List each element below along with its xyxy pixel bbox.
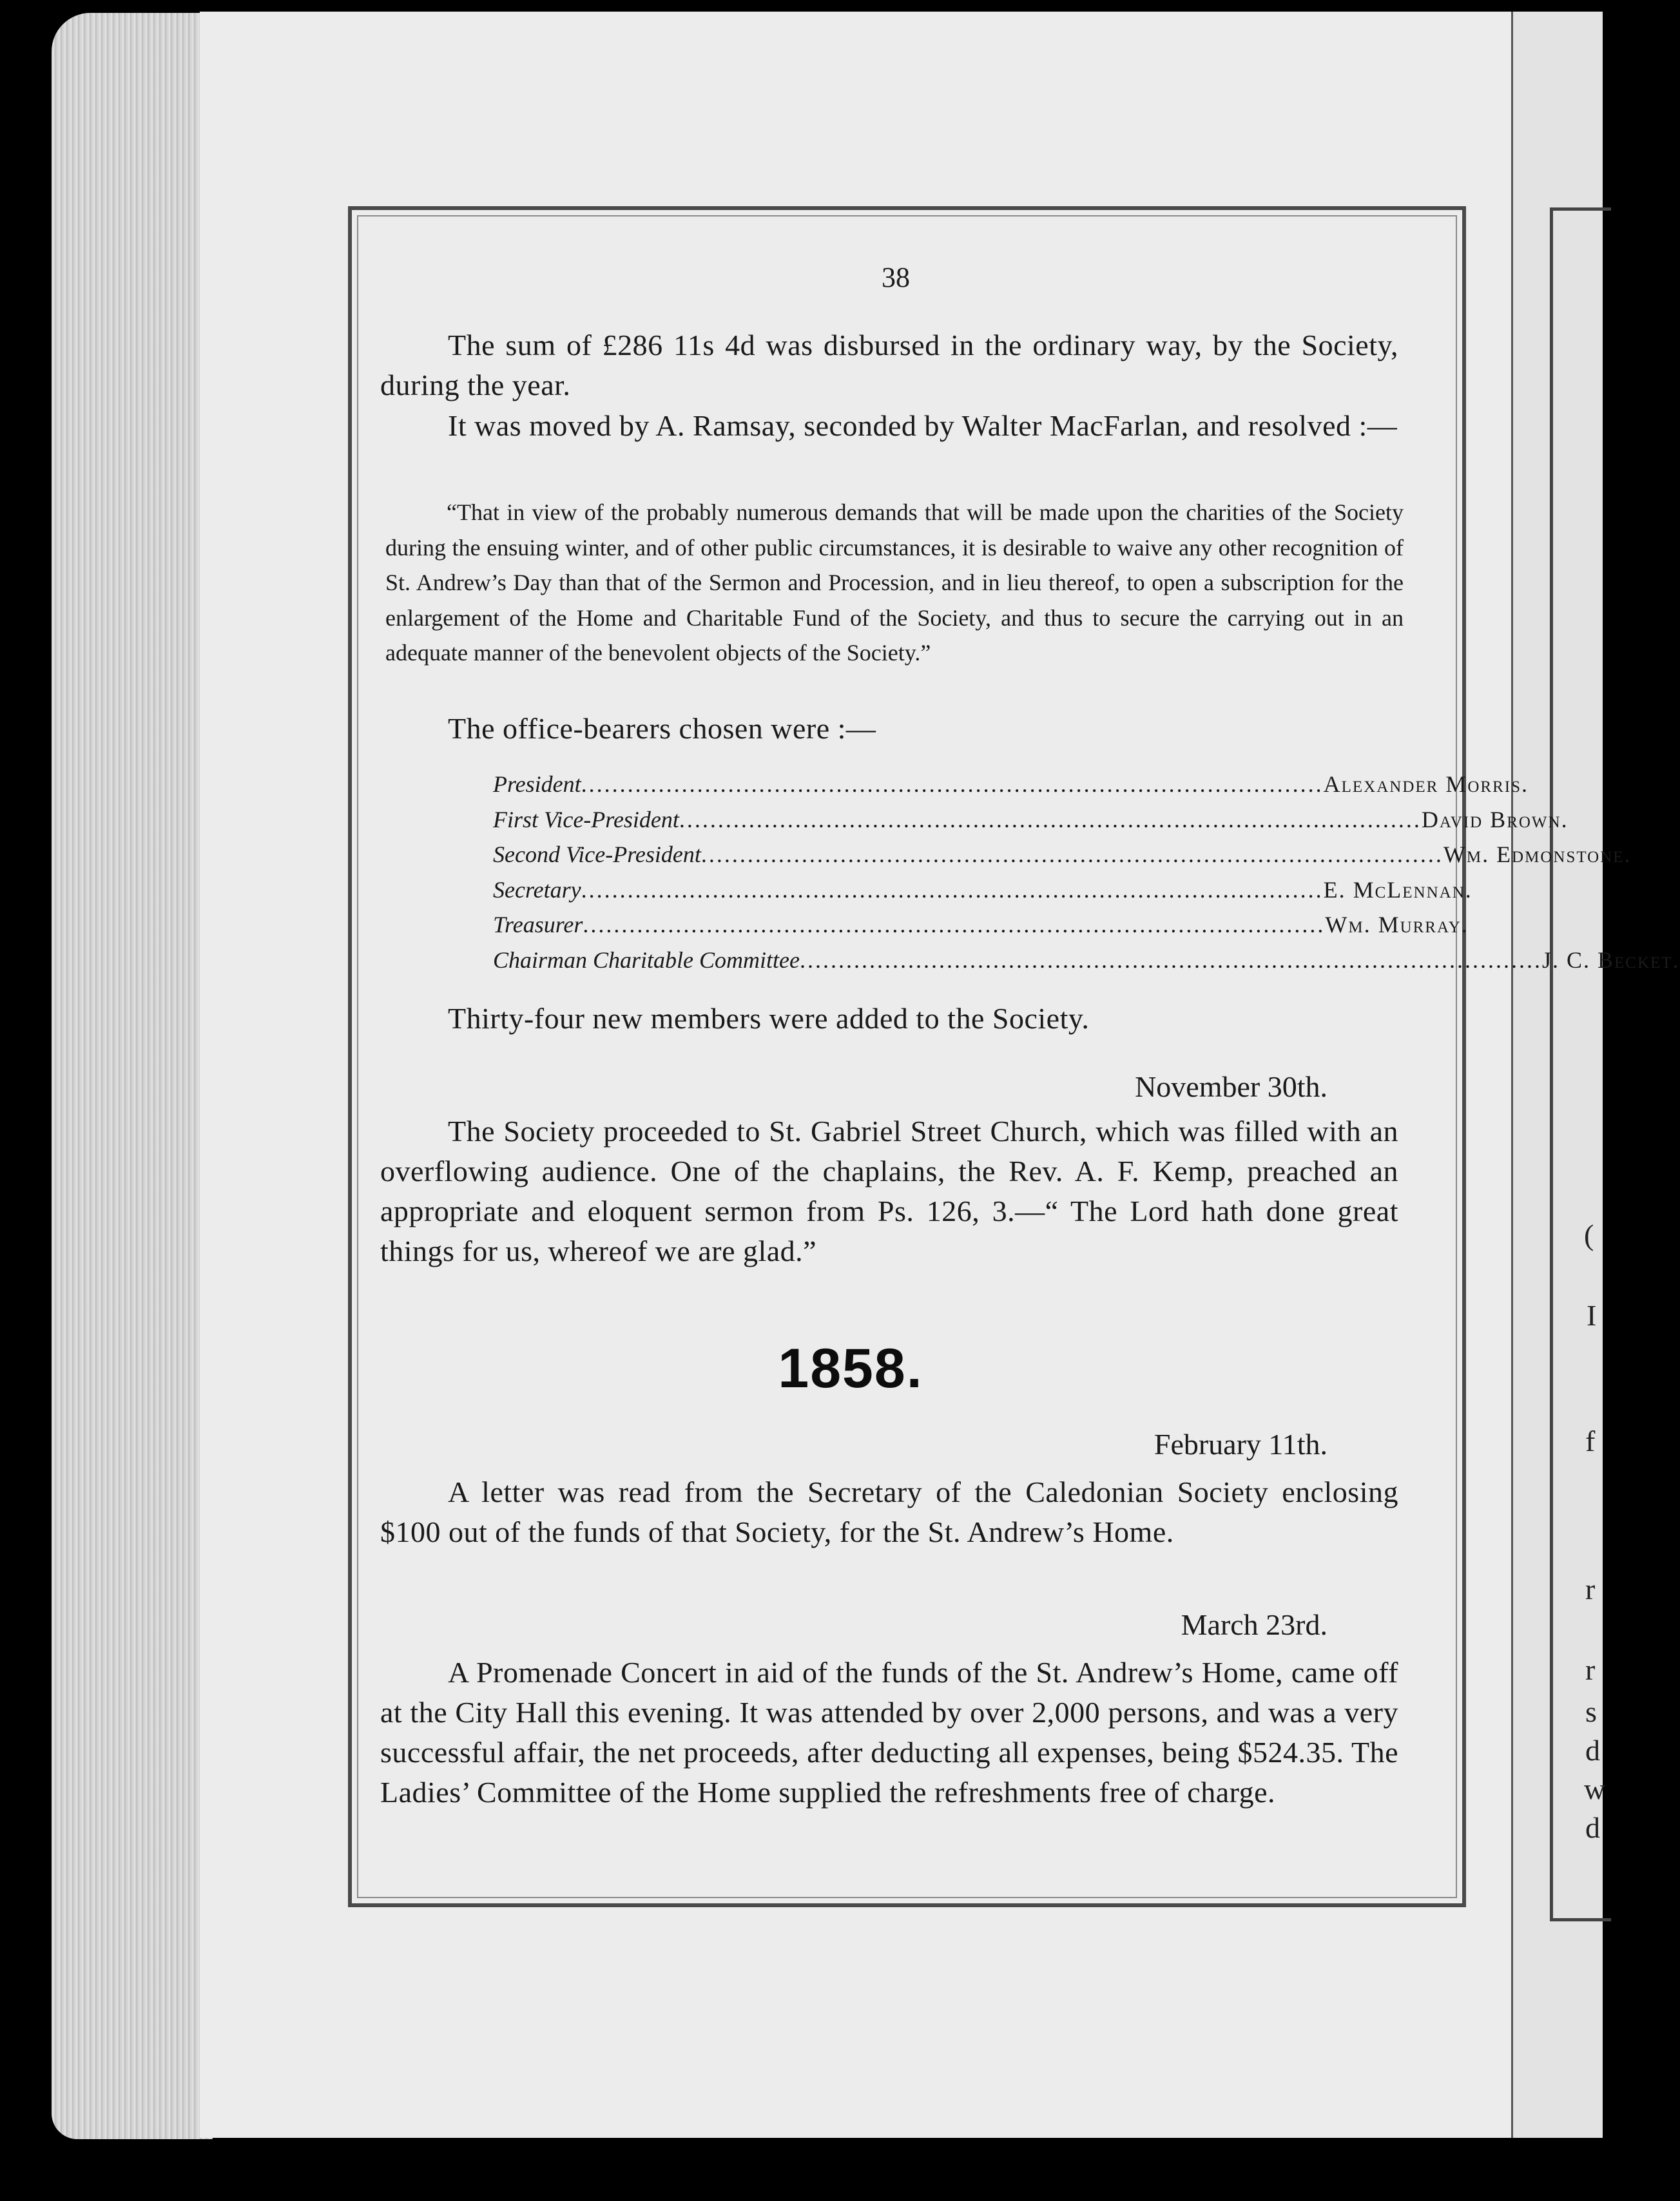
officer-title: Secretary [493, 876, 581, 903]
page-border [348, 206, 1469, 1907]
adjacent-page-fragment: r [1585, 1653, 1596, 1686]
adjacent-page-fragment: w [1584, 1773, 1606, 1805]
leader-dots [701, 837, 1443, 872]
leader-dots [679, 802, 1422, 838]
adjacent-page-fragment: r [1585, 1573, 1596, 1606]
officer-name: Alexander Morris. [1323, 771, 1529, 797]
paragraph-motion: It was moved by A. Ramsay, seconded by Walter MacFarlan, and resolved :— [448, 409, 1398, 442]
officer-title: President [493, 771, 581, 797]
officer-row [493, 872, 1472, 908]
page-number: 38 [882, 262, 910, 293]
paragraph-office-bearers: The office-bearers chosen were :— [448, 712, 876, 745]
year-heading: 1858. [778, 1338, 923, 1399]
officer-row [493, 943, 1680, 978]
adjacent-page-fragment: ( [1584, 1218, 1594, 1251]
paragraph-sermon: The Society proceeded to St. Gabriel Street Church, which was filled with an overflowing audience. One of the chaplains, the Rev. A. F. Kemp, preached an appropriate and eloquent sermon from Ps. 126, 3.—“ The Lord hath done great things for us, whereof we are glad.” [380, 1115, 1398, 1267]
officer-title: Second Vice-President [493, 841, 701, 867]
adjacent-page-fragment: f [1585, 1425, 1596, 1457]
paragraph-promenade-concert: A Promenade Concert in aid of the funds of the St. Andrew’s Home, came off at the City Hall this evening. It was attended by over 2,000 persons, and was a very successful affair, the net proceeds, after deducting all expenses, being $524.35. The Ladies’ Committee of the Home supplied the refreshments free of charge. [380, 1656, 1398, 1809]
officer-row [493, 767, 1529, 802]
adjacent-page-frame [1550, 207, 1611, 1921]
paragraph-disbursement: The sum of £286 11s 4d was disbursed in the ordinary way, by the Society, during the year. [380, 329, 1398, 401]
officer-title: Treasurer [493, 912, 583, 937]
officer-name: Wm. Murray. [1325, 912, 1469, 937]
leader-dots [800, 943, 1542, 978]
paragraph-caledonian-letter: A letter was read from the Secretary of the Caledonian Society enclosing $100 out of the funds of that Society, for the St. Andrew’s Home. [380, 1475, 1398, 1548]
leader-dots [581, 872, 1324, 908]
page-border-inner [357, 215, 1457, 1898]
officer-name: Wm. Edmonstone. [1443, 841, 1632, 867]
officer-row [493, 837, 1632, 872]
officer-name: J. C. Becket. [1542, 947, 1680, 973]
book-page-edges [52, 13, 213, 2139]
dateline-march: March 23rd. [1181, 1608, 1328, 1641]
dateline-february: February 11th. [1154, 1428, 1328, 1461]
leader-dots [581, 767, 1324, 802]
paragraph-new-members: Thirty-four new members were added to the Society. [448, 1002, 1090, 1035]
adjacent-page-fragment: s [1585, 1695, 1597, 1728]
dateline-november: November 30th. [1135, 1070, 1328, 1103]
officer-row [493, 907, 1469, 943]
adjacent-page-fragment: I [1587, 1299, 1597, 1332]
adjacent-page-fragment: d [1585, 1811, 1600, 1844]
officer-title: Chairman Charitable Committee [493, 947, 800, 973]
resolution-quote: “That in view of the probably numerous demands that will be made upon the charities of the Society during the ensuing winter, and of other public circumstances, it is desirable to waive any other recognition of St. Andrew’s Day than that of the Sermon and Procession, and in lieu thereof, to open a subscription for the enlargement of the Home and Charitable Fund of the Society, and thus to secure the carrying out in an adequate manner of the benevolent objects of the Society.” [385, 499, 1404, 666]
officers-list [493, 767, 1680, 977]
officer-name: David Brown. [1421, 806, 1569, 832]
officer-name: E. McLennan. [1323, 876, 1472, 903]
adjacent-page-fragment: d [1585, 1734, 1600, 1767]
officer-title: First Vice-President [493, 806, 679, 832]
leader-dots [583, 907, 1325, 943]
officer-row [493, 802, 1569, 838]
